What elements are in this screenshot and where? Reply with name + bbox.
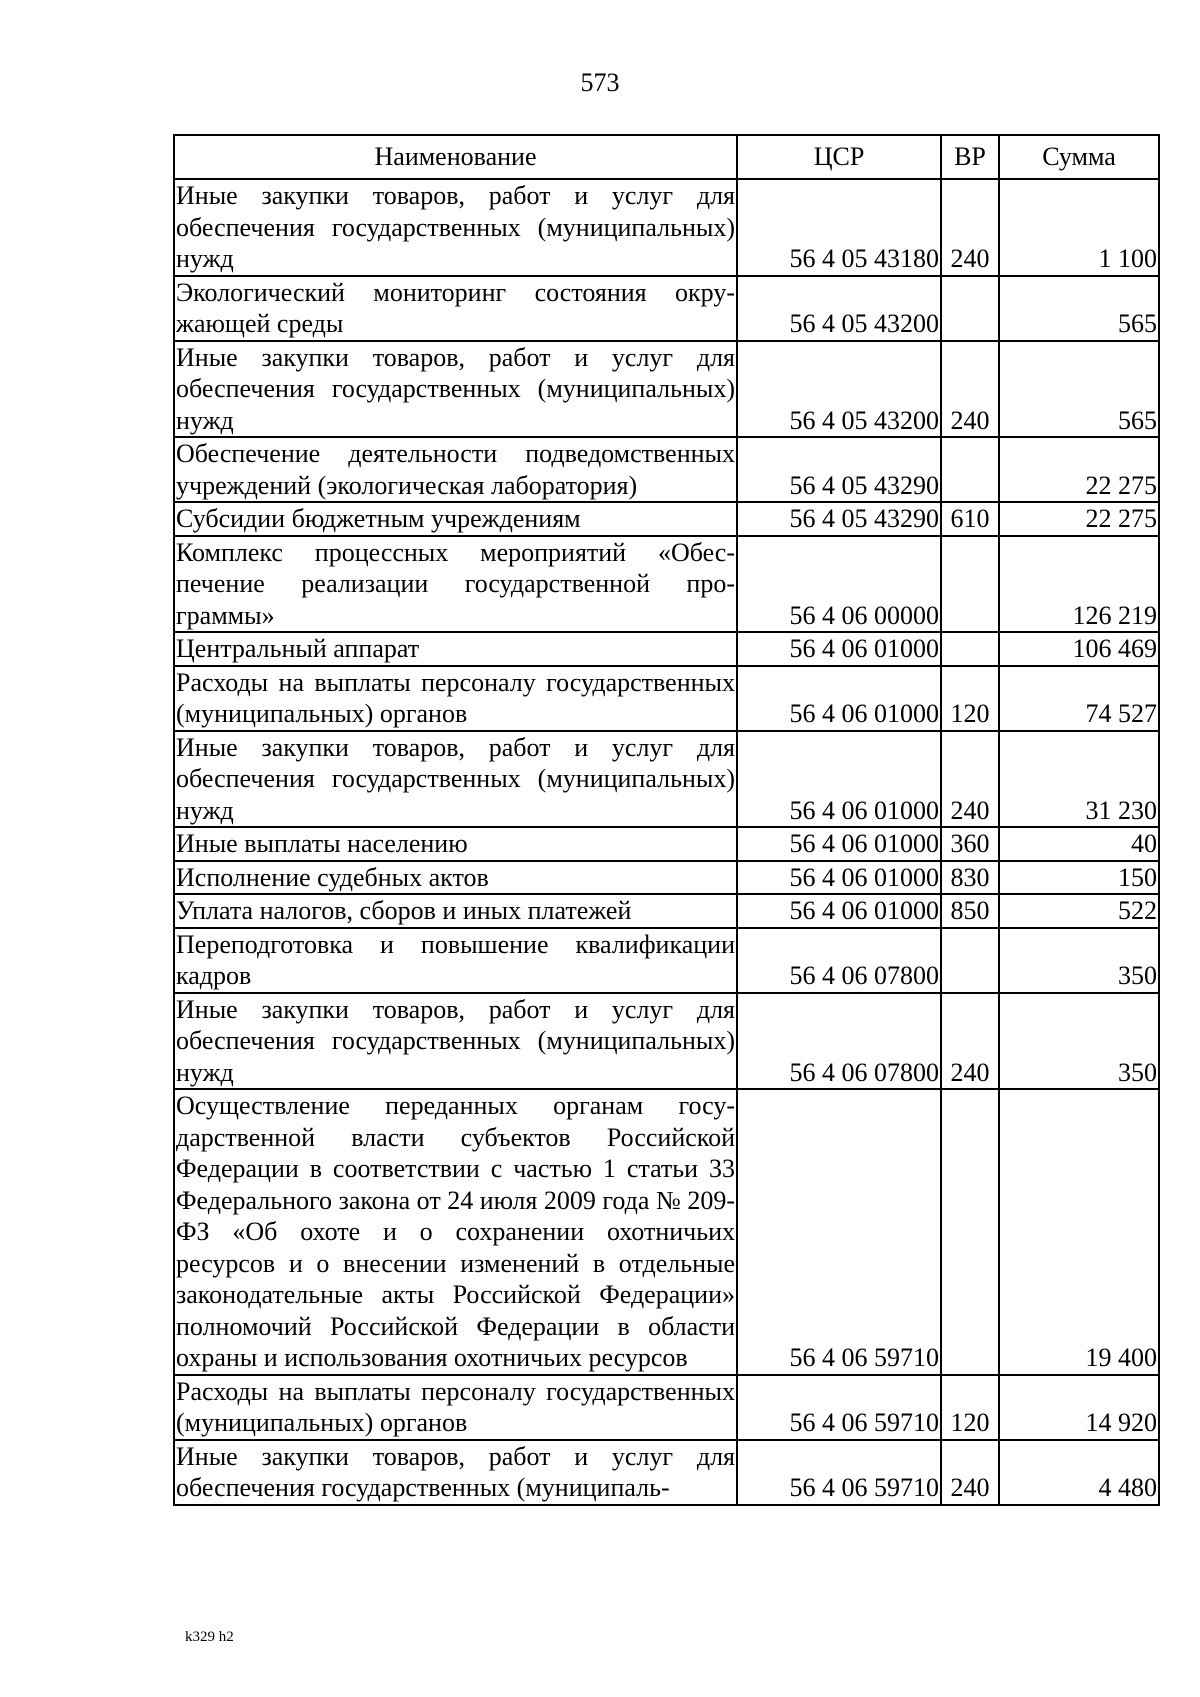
row-sum: 126 219 <box>999 536 1159 633</box>
row-vr: 120 <box>941 666 999 731</box>
row-csr: 56 4 06 01000 <box>737 827 941 861</box>
table-row <box>174 179 1159 276</box>
row-csr: 56 4 05 43180 <box>737 179 941 276</box>
row-vr: 240 <box>941 731 999 828</box>
row-sum: 565 <box>999 341 1159 438</box>
row-name: Переподготовка и повышение квалификации кадров <box>174 928 737 993</box>
row-csr: 56 4 06 01000 <box>737 666 941 731</box>
row-vr <box>941 928 999 993</box>
row-name: Иные закупки товаров, работ и услуг для обеспечения государственных (муниципальных) нужд <box>174 179 737 276</box>
table-row <box>174 1440 1159 1505</box>
table-row <box>174 502 1159 536</box>
table-row <box>174 632 1159 666</box>
row-name: Исполнение судебных актов <box>174 861 737 895</box>
row-vr: 240 <box>941 341 999 438</box>
table-row <box>174 666 1159 731</box>
row-name: Иные выплаты населению <box>174 827 737 861</box>
row-sum: 22 275 <box>999 437 1159 502</box>
row-csr: 56 4 05 43200 <box>737 276 941 341</box>
table-row <box>174 827 1159 861</box>
row-vr <box>941 632 999 666</box>
row-csr: 56 4 06 07800 <box>737 993 941 1090</box>
row-vr: 830 <box>941 861 999 895</box>
row-csr: 56 4 06 59710 <box>737 1440 941 1505</box>
row-sum: 522 <box>999 894 1159 928</box>
table-header-row <box>174 135 1159 179</box>
row-csr: 56 4 06 00000 <box>737 536 941 633</box>
row-csr: 56 4 05 43200 <box>737 341 941 438</box>
row-csr: 56 4 06 07800 <box>737 928 941 993</box>
row-csr: 56 4 06 01000 <box>737 894 941 928</box>
row-name: Иные закупки товаров, работ и услуг для обеспечения государственных (муниципальных) нужд <box>174 731 737 828</box>
row-name: Комплекс процессных мероприятий «Обеспечение реализации государственной программы» <box>174 536 737 633</box>
row-sum: 19 400 <box>999 1089 1159 1375</box>
row-name: Уплата налогов, сборов и иных платежей <box>174 894 737 928</box>
budget-table <box>173 134 1160 1506</box>
header-csr: ЦСР <box>737 135 941 179</box>
header-sum: Сумма <box>999 135 1159 179</box>
row-sum: 565 <box>999 276 1159 341</box>
row-vr <box>941 1089 999 1375</box>
row-sum: 150 <box>999 861 1159 895</box>
table-row <box>174 437 1159 502</box>
row-sum: 14 920 <box>999 1375 1159 1440</box>
row-sum: 31 230 <box>999 731 1159 828</box>
row-vr: 120 <box>941 1375 999 1440</box>
table-row <box>174 731 1159 828</box>
row-name: Субсидии бюджетным учреждениям <box>174 502 737 536</box>
row-sum: 40 <box>999 827 1159 861</box>
table-row <box>174 993 1159 1090</box>
row-name: Осуществление переданных органам государственной власти субъектов Российской Федерации в соответствии с частью 1 статьи 33 Федерального закона от 24 июля 2009 года № 209-ФЗ «Об охоте и о сохранении охотничьих ресурсов и о внесении изменений в отдельные законодательные акты Российской Федерации» полномочий Российской Федерации в области охраны и использования охотничьих ресурсов <box>174 1089 737 1375</box>
row-csr: 56 4 06 59710 <box>737 1089 941 1375</box>
row-vr: 240 <box>941 993 999 1090</box>
row-vr: 850 <box>941 894 999 928</box>
row-sum: 1 100 <box>999 179 1159 276</box>
row-sum: 74 527 <box>999 666 1159 731</box>
row-vr: 240 <box>941 179 999 276</box>
row-vr <box>941 536 999 633</box>
row-csr: 56 4 05 43290 <box>737 502 941 536</box>
row-sum: 22 275 <box>999 502 1159 536</box>
row-name: Иные закупки товаров, работ и услуг для обеспечения государственных (муниципальных) нужд <box>174 993 737 1090</box>
row-vr <box>941 276 999 341</box>
table-row <box>174 928 1159 993</box>
row-name: Обеспечение деятельности подведомственных учреждений (экологическая лаборатория) <box>174 437 737 502</box>
row-vr: 360 <box>941 827 999 861</box>
row-vr <box>941 437 999 502</box>
row-sum: 350 <box>999 928 1159 993</box>
row-name: Центральный аппарат <box>174 632 737 666</box>
row-csr: 56 4 05 43290 <box>737 437 941 502</box>
row-csr: 56 4 06 01000 <box>737 861 941 895</box>
row-sum: 4 480 <box>999 1440 1159 1505</box>
table-row <box>174 1375 1159 1440</box>
row-sum: 350 <box>999 993 1159 1090</box>
row-name: Иные закупки товаров, работ и услуг для обеспечения государственных (муниципальных) нужд <box>174 341 737 438</box>
footer-code: k329 h2 <box>185 1629 234 1645</box>
table-row <box>174 341 1159 438</box>
row-csr: 56 4 06 01000 <box>737 632 941 666</box>
row-sum: 106 469 <box>999 632 1159 666</box>
row-vr: 240 <box>941 1440 999 1505</box>
row-vr: 610 <box>941 502 999 536</box>
table-row <box>174 276 1159 341</box>
row-name: Иные закупки товаров, работ и услуг для обеспечения государственных (муниципаль- <box>174 1440 737 1505</box>
row-csr: 56 4 06 01000 <box>737 731 941 828</box>
header-vr: ВР <box>941 135 999 179</box>
table-row <box>174 1089 1159 1375</box>
row-name: Расходы на выплаты персоналу государственных (муниципальных) органов <box>174 666 737 731</box>
row-name: Расходы на выплаты персоналу государственных (муниципальных) органов <box>174 1375 737 1440</box>
page-number: 573 <box>580 68 620 97</box>
table-row <box>174 894 1159 928</box>
row-name: Экологический мониторинг состояния окружающей среды <box>174 276 737 341</box>
table-row <box>174 861 1159 895</box>
table-row <box>174 536 1159 633</box>
header-name: Наименование <box>174 135 737 179</box>
row-csr: 56 4 06 59710 <box>737 1375 941 1440</box>
